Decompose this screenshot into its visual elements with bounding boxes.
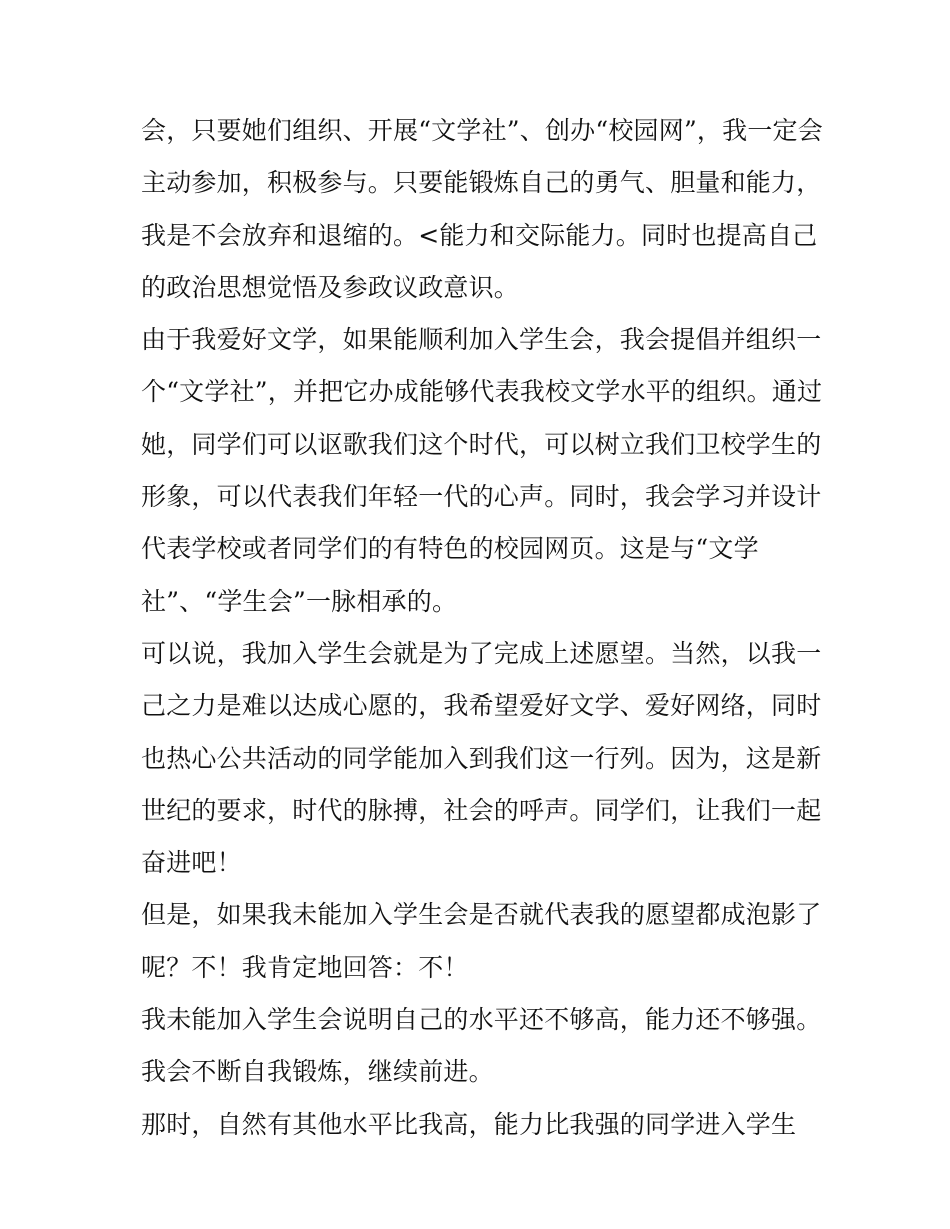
text-line: 但是，如果我未能加入学生会是否就代表我的愿望都成泡影了 <box>141 900 822 930</box>
text-line: 世纪的要求，时代的脉搏，社会的呼声。同学们，让我们一起 <box>141 795 822 825</box>
text-line: 那时，自然有其他水平比我高，能力比我强的同学进入学生 <box>141 1109 797 1139</box>
text-line: 社”、“学生会”一脉相承的。 <box>141 586 458 616</box>
text-line: 我是不会放弃和退缩的。<能力和交际能力。同时也提高自己 <box>141 220 818 250</box>
text-line: 我会不断自我锻炼，继续前进。 <box>141 1057 494 1087</box>
text-line: 呢？不！我肯定地回答：不！ <box>141 952 469 982</box>
text-line: 个“文学社”，并把它办成能够代表我校文学水平的组织。通过 <box>141 377 823 407</box>
text-line: 由于我爱好文学，如果能顺利加入学生会，我会提倡并组织一 <box>141 325 822 355</box>
text-line: 会，只要她们组织、开展“文学社”、创办“校园网”，我一定会 <box>141 116 823 145</box>
text-line: 主动参加，积极参与。只要能锻炼自己的勇气、胆量和能力， <box>141 168 822 198</box>
text-line: 己之力是难以达成心愿的，我希望爱好文学、爱好网络，同时 <box>141 691 822 721</box>
text-line: 的政治思想觉悟及参政议政意识。 <box>141 272 520 302</box>
text-line: 也热心公共活动的同学能加入到我们这一行列。因为，这是新 <box>141 743 822 773</box>
text-line: 形象，可以代表我们年轻一代的心声。同时，我会学习并设计 <box>141 482 822 512</box>
text-line: 她，同学们可以讴歌我们这个时代，可以树立我们卫校学生的 <box>141 429 822 459</box>
text-line: 代表学校或者同学们的有特色的校园网页。这是与“文学 <box>141 534 759 564</box>
text-line: 可以说，我加入学生会就是为了完成上述愿望。当然，以我一 <box>141 638 822 668</box>
body-text <box>141 108 821 1154</box>
text-line: 我未能加入学生会说明自己的水平还不够高，能力还不够强。 <box>141 1005 822 1035</box>
text-line: 奋进吧！ <box>141 848 242 878</box>
